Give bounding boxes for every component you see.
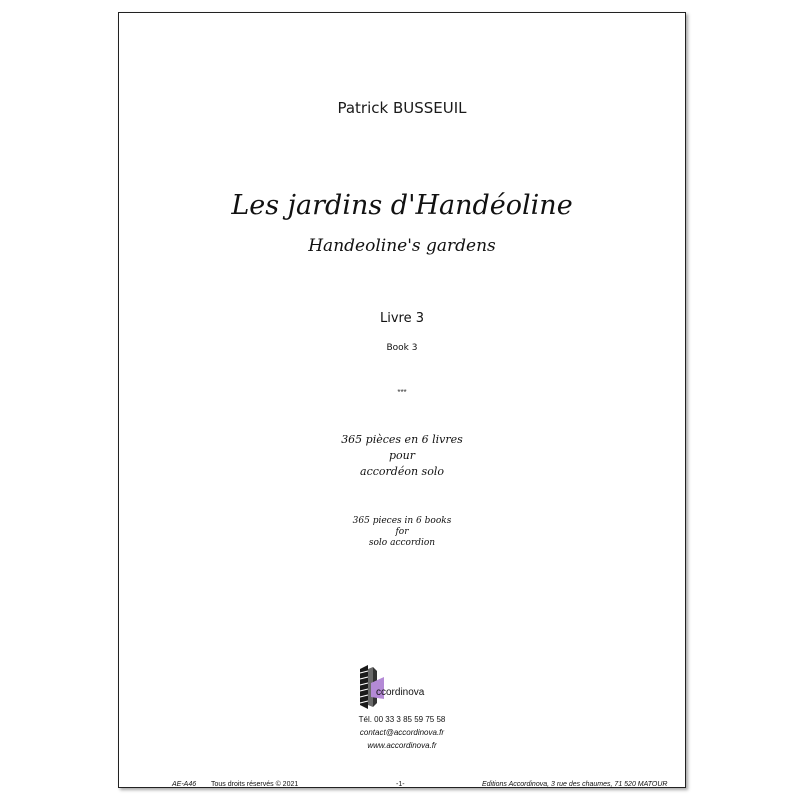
- contact-phone: Tél. 00 33 3 85 59 75 58: [358, 715, 446, 724]
- description-fr-line: 365 pièces en 6 livres: [341, 433, 463, 446]
- logo-text: ccordinova: [376, 687, 425, 698]
- footer-rights: Tous droits réservés © 2021: [211, 781, 299, 788]
- description-fr-line: pour: [388, 449, 415, 462]
- description-en-line: 365 pieces in 6 books: [352, 516, 452, 526]
- description-fr-line: accordéon solo: [360, 465, 444, 478]
- description-en-line: for: [395, 527, 409, 537]
- separator-stars: ***: [397, 388, 407, 397]
- description-en-line: solo accordion: [368, 538, 436, 548]
- description-fr: [119, 432, 685, 480]
- score-title: Les jardins d'Handéoline: [231, 190, 573, 221]
- contact-website[interactable]: www.accordinova.fr: [367, 741, 437, 750]
- description-en: [119, 516, 685, 549]
- footer-publisher: Editions Accordinova, 3 rue des chaumes, 71 520 MATOUR: [482, 781, 668, 788]
- publisher-logo: [354, 663, 454, 713]
- composer-name: Patrick BUSSEUIL: [337, 99, 467, 117]
- footer-page-number: -1-: [396, 781, 405, 788]
- book-number-fr: Livre 3: [379, 311, 424, 326]
- score-cover-page: [118, 12, 686, 788]
- footer-reference: AE-A46: [172, 781, 197, 788]
- book-number-en: Book 3: [386, 343, 418, 353]
- contact-block: [119, 713, 685, 752]
- score-subtitle: Handeoline's gardens: [308, 236, 496, 256]
- contact-email[interactable]: contact@accordinova.fr: [359, 728, 445, 737]
